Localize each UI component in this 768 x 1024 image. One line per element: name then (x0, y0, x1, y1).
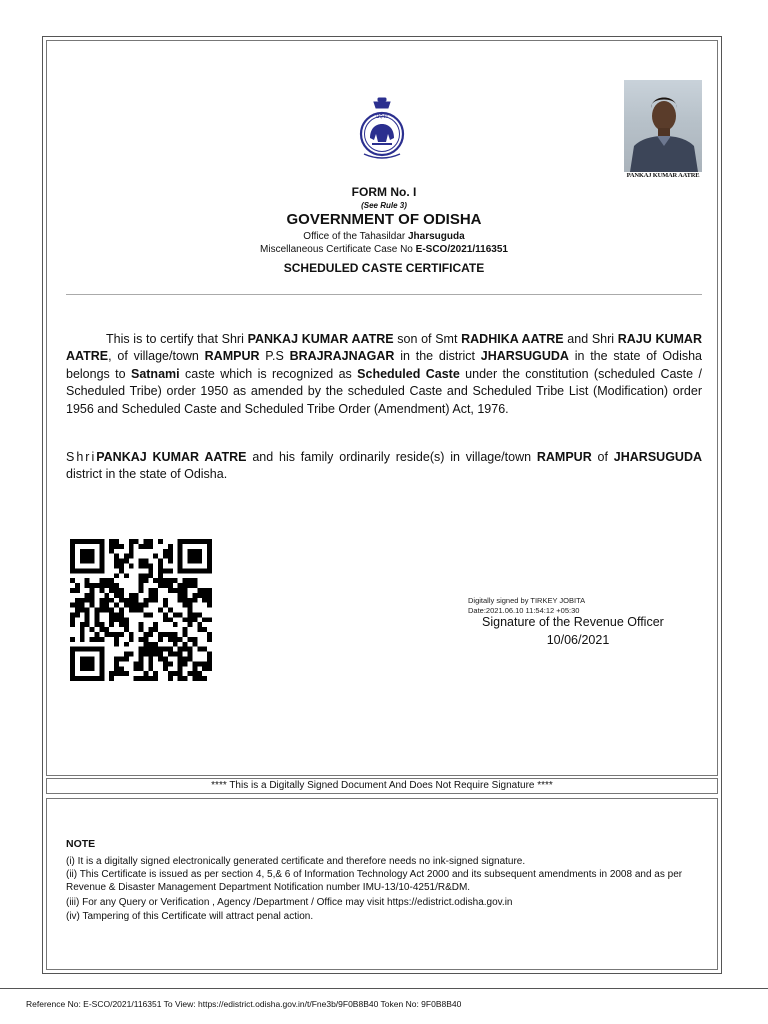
digital-signed-by: Digitally signed by TIRKEY JOBITA (468, 596, 586, 605)
applicant-name: PANKAJ KUMAR AATRE (247, 332, 394, 346)
revenue-officer-signature: Signature of the Revenue Officer (482, 615, 664, 629)
caste-name: Satnami (130, 366, 180, 381)
text: and his family ordinarily reside(s) in village/town (246, 450, 537, 464)
text: district in the state of Odisha. (66, 467, 228, 482)
form-number: FORM No. I (351, 185, 417, 199)
odisha-state-emblem-icon (352, 96, 412, 162)
certification-paragraph (66, 331, 702, 418)
text: under the constitution (scheduled Caste / Scheduled Tribe) order 1950 as amended by the scheduled Caste and Scheduled Tribe List (Modification) order 1956 and Scheduled Caste and Scheduled Tribe Order (Amendment) Act, 1976. (66, 366, 702, 416)
mother-name: RADHIKA AATRE (461, 332, 564, 346)
residence-paragraph (66, 449, 702, 484)
caste-category: Scheduled Caste (357, 366, 460, 381)
case-number: E-SCO/2021/116351 (415, 244, 508, 255)
svg-text:ଓଡ଼ିଶା: ଓଡ଼ିଶା (375, 114, 389, 120)
see-rule: (See Rule 3) (361, 201, 407, 210)
divider (66, 294, 702, 295)
police-station: BRAJRAJNAGAR (289, 349, 395, 364)
photo-caption: PANKAJ KUMAR AATRE (626, 172, 700, 179)
government-title: GOVERNMENT OF ODISHA (286, 211, 482, 228)
case-line (60, 244, 708, 255)
note-item: (iii) For any Query or Verification , Agency /Department / Office may visit https://edistrict.odisha.gov.in (66, 897, 513, 908)
text: of (591, 450, 614, 464)
text: P.S (259, 349, 290, 364)
note-item: (ii) This Certificate is issued as per section 4, 5,& 6 of Information Technology Act 2000 and its subsequent amendments in 2008 and as per Revenue & Disaster Management Department Notification number IMU-13/10-4251/R&DM. (66, 869, 683, 893)
digitally-signed-banner: **** This is a Digitally Signed Document And Does Not Require Signature **** (46, 778, 718, 794)
district-name: JHARSUGUDA (613, 450, 702, 464)
text: This is to certify that Shri (106, 332, 248, 346)
digital-signed-date: Date:2021.06.10 11:54:12 +05:30 (468, 606, 580, 615)
digital-signature-block (468, 596, 585, 616)
applicant-photo (624, 80, 702, 172)
note-item: (iv) Tampering of this Certificate will attract penal action. (66, 911, 314, 922)
office-prefix: Office of the Tahasildar (303, 231, 408, 242)
district-name: JHARSUGUDA (480, 349, 569, 364)
text: , of village/town (108, 349, 205, 364)
village-name: RAMPUR (204, 349, 260, 364)
office-name: Jharsuguda (408, 231, 465, 242)
text: in the state of Odisha belongs to (66, 349, 703, 381)
text: caste which is recognized as (179, 366, 358, 381)
reference-footer: Reference No: E-SCO/2021/116351 To View: https://edistrict.odisha.gov.in/t/Fne3b/9F0B8B40 Token No: 9F0B8B40 (26, 999, 462, 1009)
text: in the district (394, 349, 481, 364)
text: and Shri (563, 332, 618, 346)
shri-label: Shri (66, 450, 97, 464)
note-title: NOTE (66, 838, 96, 850)
applicant-name: PANKAJ KUMAR AATRE (96, 450, 247, 464)
father-name: RAJU KUMAR AATRE (66, 332, 702, 364)
village-name: RAMPUR (536, 450, 592, 464)
case-prefix: Miscellaneous Certificate Case No (260, 244, 416, 255)
footer-divider (0, 988, 768, 989)
note-item: (i) It is a digitally signed electronically generated certificate and therefore needs no ink-signed signature. (66, 856, 526, 867)
text: son of Smt (393, 332, 462, 346)
signature-date: 10/06/2021 (546, 633, 610, 647)
office-line (60, 231, 708, 242)
qr-code-icon (70, 538, 212, 682)
certificate-title: SCHEDULED CASTE CERTIFICATE (283, 261, 485, 275)
